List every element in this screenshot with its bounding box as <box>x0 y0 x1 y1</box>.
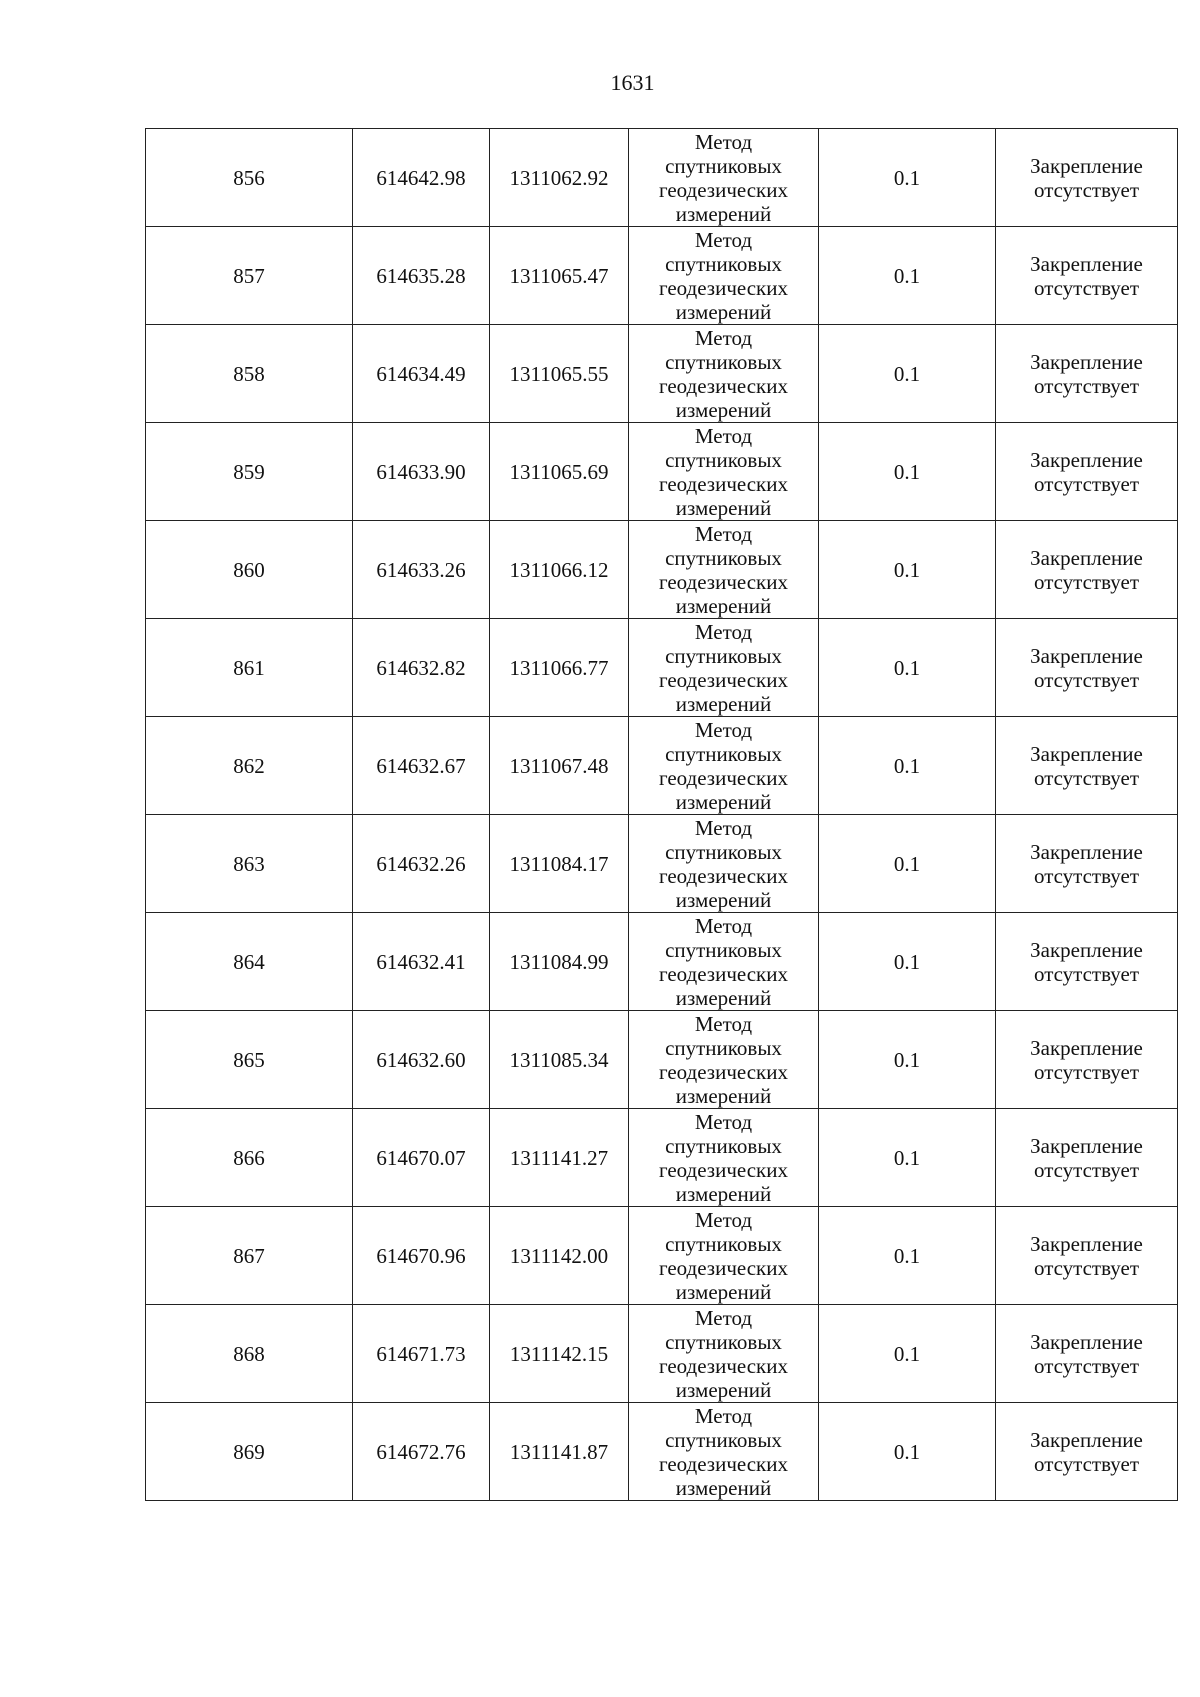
fixation-text-line: отсутствует <box>1033 961 1140 986</box>
method-text-line: спутниковых <box>665 1133 782 1158</box>
fixation-text-line: отсутствует <box>1033 667 1140 692</box>
fixation-text-line: отсутствует <box>1033 1451 1140 1476</box>
fixation-text-line: Закрепление <box>1030 839 1143 864</box>
table-row <box>146 1207 1178 1305</box>
fixation-text-line: Закрепление <box>1030 937 1143 962</box>
point-number-cell: 864 <box>146 913 353 1011</box>
y-coordinate-cell: 1311065.47 <box>490 227 629 325</box>
x-coordinate-cell: 614632.82 <box>353 619 490 717</box>
point-number-cell: 857 <box>146 227 353 325</box>
method-cell <box>629 227 819 325</box>
method-text-line: геодезических <box>658 471 788 496</box>
fixation-text-line: Закрепление <box>1030 251 1143 276</box>
fixation-text-line: отсутствует <box>1033 1059 1140 1084</box>
method-text-line: спутниковых <box>665 1329 782 1354</box>
x-coordinate-cell: 614670.07 <box>353 1109 490 1207</box>
table-row <box>146 1305 1178 1403</box>
accuracy-cell: 0.1 <box>819 1011 996 1109</box>
fixation-text-line: отсутствует <box>1033 1157 1140 1182</box>
fixation-text-line: отсутствует <box>1033 1255 1140 1280</box>
method-text-line: геодезических <box>658 1451 788 1476</box>
method-text-line: измерений <box>675 1083 772 1108</box>
y-coordinate-cell: 1311066.12 <box>490 521 629 619</box>
fixation-cell <box>996 1109 1178 1207</box>
fixation-text-line: Закрепление <box>1030 153 1143 178</box>
method-text-line: геодезических <box>658 667 788 692</box>
fixation-text-line: отсутствует <box>1033 1353 1140 1378</box>
table-row <box>146 325 1178 423</box>
accuracy-cell: 0.1 <box>819 423 996 521</box>
table-row <box>146 1109 1178 1207</box>
method-text-line: геодезических <box>658 1353 788 1378</box>
method-cell <box>629 129 819 227</box>
accuracy-cell: 0.1 <box>819 325 996 423</box>
x-coordinate-cell: 614632.41 <box>353 913 490 1011</box>
method-text-line: измерений <box>675 593 772 618</box>
method-text-line: геодезических <box>658 863 788 888</box>
method-cell <box>629 423 819 521</box>
fixation-text-line: Закрепление <box>1030 349 1143 374</box>
point-number-cell: 860 <box>146 521 353 619</box>
fixation-cell <box>996 717 1178 815</box>
fixation-text-line: отсутствует <box>1033 765 1140 790</box>
accuracy-cell: 0.1 <box>819 1403 996 1501</box>
accuracy-cell: 0.1 <box>819 1109 996 1207</box>
method-text-line: измерений <box>675 1377 772 1402</box>
fixation-cell <box>996 815 1178 913</box>
method-text-line: геодезических <box>658 275 788 300</box>
accuracy-cell: 0.1 <box>819 619 996 717</box>
method-cell <box>629 1305 819 1403</box>
method-text-line: измерений <box>675 201 772 226</box>
accuracy-cell: 0.1 <box>819 913 996 1011</box>
fixation-cell <box>996 1403 1178 1501</box>
point-number-cell: 868 <box>146 1305 353 1403</box>
fixation-cell <box>996 1011 1178 1109</box>
y-coordinate-cell: 1311062.92 <box>490 129 629 227</box>
y-coordinate-cell: 1311066.77 <box>490 619 629 717</box>
table-row <box>146 717 1178 815</box>
point-number-cell: 861 <box>146 619 353 717</box>
fixation-cell <box>996 129 1178 227</box>
x-coordinate-cell: 614632.60 <box>353 1011 490 1109</box>
y-coordinate-cell: 1311141.27 <box>490 1109 629 1207</box>
fixation-cell <box>996 423 1178 521</box>
x-coordinate-cell: 614633.90 <box>353 423 490 521</box>
fixation-text-line: отсутствует <box>1033 471 1140 496</box>
table-row <box>146 227 1178 325</box>
method-cell <box>629 913 819 1011</box>
method-text-line: Метод <box>694 129 753 154</box>
method-text-line: спутниковых <box>665 1427 782 1452</box>
method-text-line: Метод <box>694 717 753 742</box>
method-text-line: Метод <box>694 1305 753 1330</box>
method-text-line: геодезических <box>658 961 788 986</box>
accuracy-cell: 0.1 <box>819 1305 996 1403</box>
point-number-cell: 856 <box>146 129 353 227</box>
accuracy-cell: 0.1 <box>819 227 996 325</box>
method-text-line: спутниковых <box>665 741 782 766</box>
method-text-line: спутниковых <box>665 153 782 178</box>
fixation-cell <box>996 227 1178 325</box>
point-number-cell: 859 <box>146 423 353 521</box>
method-text-line: спутниковых <box>665 1231 782 1256</box>
fixation-cell <box>996 325 1178 423</box>
method-cell <box>629 619 819 717</box>
accuracy-cell: 0.1 <box>819 717 996 815</box>
fixation-text-line: отсутствует <box>1033 177 1140 202</box>
method-cell <box>629 1109 819 1207</box>
method-text-line: геодезических <box>658 1157 788 1182</box>
method-text-line: спутниковых <box>665 937 782 962</box>
method-text-line: геодезических <box>658 177 788 202</box>
table-row <box>146 129 1178 227</box>
method-text-line: геодезических <box>658 1255 788 1280</box>
fixation-text-line: Закрепление <box>1030 1035 1143 1060</box>
fixation-text-line: Закрепление <box>1030 447 1143 472</box>
method-cell <box>629 325 819 423</box>
table-row <box>146 423 1178 521</box>
method-text-line: Метод <box>694 913 753 938</box>
method-text-line: Метод <box>694 423 753 448</box>
table-row <box>146 1403 1178 1501</box>
fixation-cell <box>996 521 1178 619</box>
method-cell <box>629 815 819 913</box>
table-row <box>146 521 1178 619</box>
point-number-cell: 863 <box>146 815 353 913</box>
fixation-text-line: Закрепление <box>1030 545 1143 570</box>
method-text-line: Метод <box>694 1011 753 1036</box>
method-cell <box>629 1403 819 1501</box>
method-text-line: Метод <box>694 815 753 840</box>
x-coordinate-cell: 614671.73 <box>353 1305 490 1403</box>
x-coordinate-cell: 614642.98 <box>353 129 490 227</box>
point-number-cell: 867 <box>146 1207 353 1305</box>
fixation-text-line: Закрепление <box>1030 1133 1143 1158</box>
coordinates-table-body <box>146 129 1178 1501</box>
fixation-cell <box>996 619 1178 717</box>
fixation-text-line: Закрепление <box>1030 1329 1143 1354</box>
table-row <box>146 913 1178 1011</box>
y-coordinate-cell: 1311085.34 <box>490 1011 629 1109</box>
method-text-line: измерений <box>675 887 772 912</box>
method-text-line: спутниковых <box>665 1035 782 1060</box>
method-text-line: геодезических <box>658 1059 788 1084</box>
method-cell <box>629 717 819 815</box>
fixation-cell <box>996 1207 1178 1305</box>
x-coordinate-cell: 614634.49 <box>353 325 490 423</box>
y-coordinate-cell: 1311142.15 <box>490 1305 629 1403</box>
point-number-cell: 869 <box>146 1403 353 1501</box>
accuracy-cell: 0.1 <box>819 129 996 227</box>
method-text-line: спутниковых <box>665 839 782 864</box>
point-number-cell: 862 <box>146 717 353 815</box>
x-coordinate-cell: 614635.28 <box>353 227 490 325</box>
fixation-text-line: отсутствует <box>1033 863 1140 888</box>
method-text-line: измерений <box>675 1475 772 1500</box>
x-coordinate-cell: 614670.96 <box>353 1207 490 1305</box>
method-cell <box>629 1207 819 1305</box>
y-coordinate-cell: 1311084.17 <box>490 815 629 913</box>
method-text-line: измерений <box>675 1181 772 1206</box>
method-text-line: Метод <box>694 1403 753 1428</box>
point-number-cell: 865 <box>146 1011 353 1109</box>
fixation-text-line: Закрепление <box>1030 1231 1143 1256</box>
y-coordinate-cell: 1311067.48 <box>490 717 629 815</box>
x-coordinate-cell: 614632.67 <box>353 717 490 815</box>
fixation-text-line: Закрепление <box>1030 643 1143 668</box>
method-text-line: измерений <box>675 985 772 1010</box>
method-text-line: измерений <box>675 495 772 520</box>
fixation-cell <box>996 1305 1178 1403</box>
method-text-line: Метод <box>694 521 753 546</box>
method-text-line: геодезических <box>658 569 788 594</box>
y-coordinate-cell: 1311065.55 <box>490 325 629 423</box>
y-coordinate-cell: 1311142.00 <box>490 1207 629 1305</box>
method-text-line: спутниковых <box>665 447 782 472</box>
method-text-line: измерений <box>675 299 772 324</box>
method-text-line: спутниковых <box>665 349 782 374</box>
method-text-line: Метод <box>694 227 753 252</box>
method-text-line: Метод <box>694 1207 753 1232</box>
accuracy-cell: 0.1 <box>819 815 996 913</box>
method-text-line: спутниковых <box>665 251 782 276</box>
method-text-line: измерений <box>675 691 772 716</box>
method-text-line: Метод <box>694 325 753 350</box>
method-text-line: спутниковых <box>665 545 782 570</box>
method-text-line: измерений <box>675 789 772 814</box>
method-text-line: измерений <box>675 1279 772 1304</box>
x-coordinate-cell: 614672.76 <box>353 1403 490 1501</box>
method-text-line: измерений <box>675 397 772 422</box>
method-text-line: спутниковых <box>665 643 782 668</box>
point-number-cell: 858 <box>146 325 353 423</box>
accuracy-cell: 0.1 <box>819 1207 996 1305</box>
page-number: 1631 <box>610 70 655 95</box>
fixation-text-line: отсутствует <box>1033 373 1140 398</box>
method-cell <box>629 1011 819 1109</box>
method-text-line: геодезических <box>658 765 788 790</box>
fixation-text-line: Закрепление <box>1030 1427 1143 1452</box>
coordinates-table <box>145 128 1178 1501</box>
table-row <box>146 619 1178 717</box>
method-text-line: Метод <box>694 619 753 644</box>
fixation-cell <box>996 913 1178 1011</box>
table-row <box>146 815 1178 913</box>
fixation-text-line: Закрепление <box>1030 741 1143 766</box>
x-coordinate-cell: 614632.26 <box>353 815 490 913</box>
x-coordinate-cell: 614633.26 <box>353 521 490 619</box>
method-text-line: Метод <box>694 1109 753 1134</box>
method-cell <box>629 521 819 619</box>
accuracy-cell: 0.1 <box>819 521 996 619</box>
y-coordinate-cell: 1311084.99 <box>490 913 629 1011</box>
fixation-text-line: отсутствует <box>1033 275 1140 300</box>
point-number-cell: 866 <box>146 1109 353 1207</box>
table-row <box>146 1011 1178 1109</box>
y-coordinate-cell: 1311141.87 <box>490 1403 629 1501</box>
y-coordinate-cell: 1311065.69 <box>490 423 629 521</box>
method-text-line: геодезических <box>658 373 788 398</box>
fixation-text-line: отсутствует <box>1033 569 1140 594</box>
